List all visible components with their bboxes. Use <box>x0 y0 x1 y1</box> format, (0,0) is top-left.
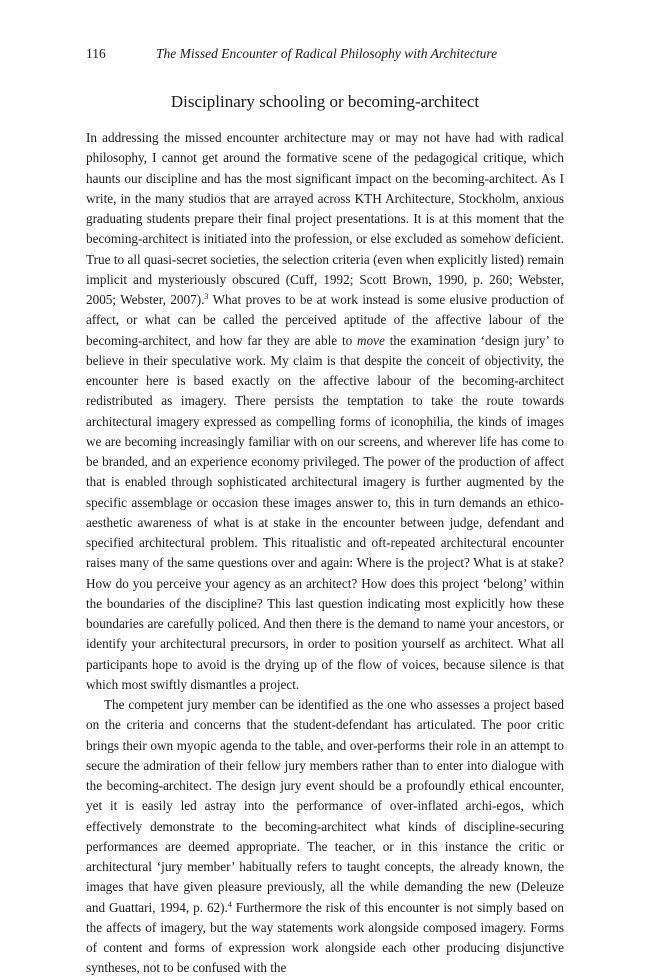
paragraph-2-part-a: The competent jury member can be identified as the one who assesses a project based on the criteria and concerns that the student-defendant has articulated. The poor critic brings their own myopic agenda to the table, and over-performs their role in an attempt to secure the admiration of their fellow jury members rather than to enter into dialogue with the becoming-architect. The design jury event should be a profoundly ethical encounter, yet it is easily led astray into the performance of over-inflated archi-egos, which effectively demonstrate to the becoming-architect what kinds of discipline-securing performances are deemed appropriate. The teacher, or in this instance the critic or architectural ‘jury member’ habitually refers to taught concepts, the already known, the images that have given pleasure previously, all the while demanding the new (Deleuze and Guattari, 1994, p. 62). <box>86 697 564 915</box>
footnote-ref-4[interactable]: 4 <box>227 899 232 909</box>
paragraph-1-part-a: In addressing the missed encounter architecture may or may not have had with radical philosophy, I cannot get around the formative scene of the pedagogical critique, which haunts our discipline and has the most significant impact on the becoming-architect. As I write, in the many studios that are arrayed across KTH Architecture, Stockholm, anxious graduating students prepare their final project presentations. It is at this moment that the becoming-architect is initiated into the profession, or else excluded as somehow deficient. True to all quasi-secret societies, the selection criteria (even when explicitly listed) remain implicit and mysteriously obscured (Cuff, 1992; Scott Brown, 1990, p. 260; Webster, 2005; Webster, 2007). <box>86 130 564 307</box>
section-heading: Disciplinary schooling or becoming-architect <box>170 92 480 111</box>
running-head <box>86 45 566 63</box>
paragraph-1 <box>86 128 564 695</box>
body-text <box>86 128 564 979</box>
running-title: The Missed Encounter of Radical Philosophy with Architecture <box>156 46 498 61</box>
emphasis-move: move <box>357 332 385 348</box>
footnote-ref-3[interactable]: 3 <box>204 292 209 301</box>
paragraph-2 <box>86 695 564 979</box>
paragraph-1-part-b: What proves to be at work instead is some elusive production of affect, or what can be called the perceived aptitude of the affective labour of the becoming-architect, and how far they are able to <box>86 292 564 348</box>
page-number: 116 <box>86 46 106 61</box>
paragraph-2-part-b: Furthermore the risk of this encounter is not simply based on the affects of imagery, but the way statements work alongside composed imagery. Forms of content and forms of expression work alongside each other producing disjunctive syntheses, not to be confused with the <box>86 899 564 976</box>
paragraph-1-part-c: the examination ‘design jury’ to believe in their speculative work. My claim is that despite the conceit of objectivity, the encounter here is based exactly on the affective labour of the becoming-architect redistributed as imagery. There persists the temptation to take the route towards architectural imagery expressed as compelling forms of iconophilia, the kinds of images we are becoming increasingly familiar with on our screens, and wherever life has come to be branded, and an experience economy privileged. The power of the production of affect that is enabled through sophisticated architectural imagery is further augmented by the specific assemblage or occasion these images answer to, this in turn demands an ethico-aesthetic awareness of what is at stake in the encounter between judge, defendant and specified architectural problem. This ritualistic and oft-repeated architectural encounter raises many of the same questions over and again: Where is the project? What is at stake? How do you perceive your agency as an architect? How does this project ‘belong’ within the boundaries of the discipline? This last question indicating most explicitly how these boundaries are carefully policed. And then there is the demand to name your ancestors, or identify your architectural precursors, in order to position yourself as architect. What all participants hope to avoid is the drying up of the flow of voices, because silence is that which most swiftly dismantles a project. <box>86 332 564 692</box>
